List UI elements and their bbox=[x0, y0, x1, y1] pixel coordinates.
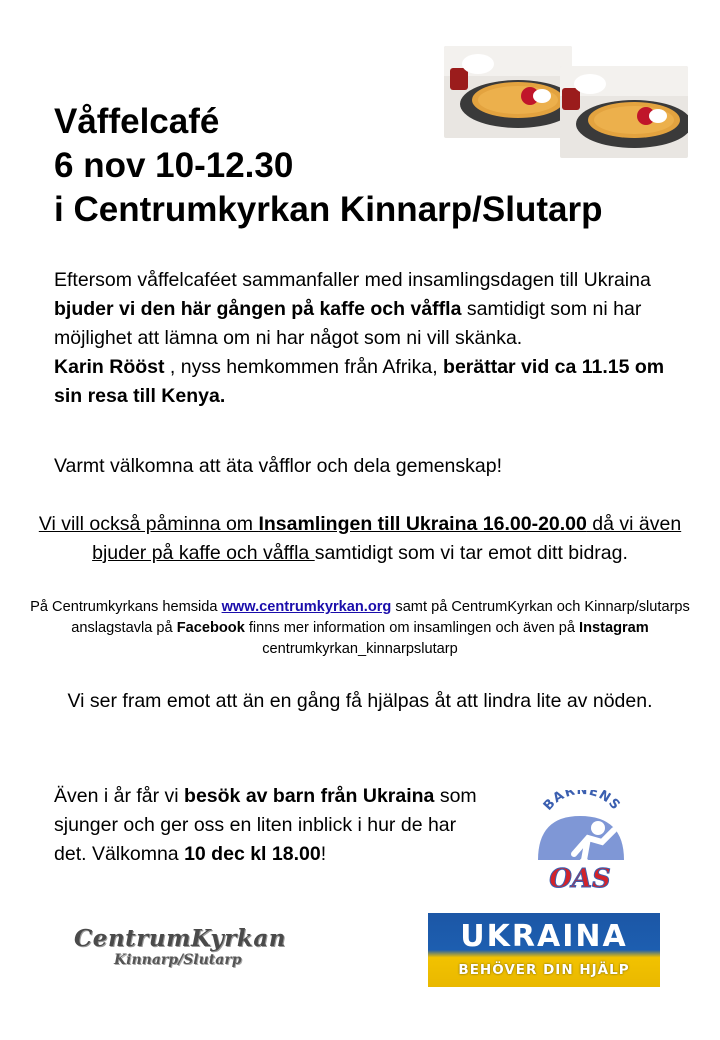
hope-paragraph: Vi ser fram emot att än en gång få hjälpas åt att lindra lite av nöden. bbox=[67, 690, 653, 712]
info-text-1: På Centrumkyrkans hemsida bbox=[30, 599, 222, 615]
centrumkyrkan-logo-sub: Kinnarp/Slutarp bbox=[114, 952, 242, 968]
barnens-oas-logo bbox=[528, 790, 634, 894]
event-title bbox=[54, 100, 694, 232]
intro-text-3: , nyss hemkommen från Afrika, bbox=[164, 356, 444, 378]
intro-bold-offer: bjuder vi den här gången på kaffe och våffla bbox=[54, 298, 462, 320]
info-text-2: samt på CentrumKyrkan och Kinnarp/slutarps anslagstavla på bbox=[71, 599, 690, 636]
info-paragraph bbox=[20, 597, 700, 660]
visit-paragraph bbox=[54, 782, 494, 869]
intro-text-2: samtidigt som ni har möjlighet att lämna om ni har något som ni vill skänka. bbox=[54, 298, 642, 349]
welcome-line: Varmt välkomna att äta våfflor och dela gemenskap! bbox=[54, 455, 503, 477]
instagram-handle: centrumkyrkan_kinnarpslutarp bbox=[262, 641, 458, 657]
website-link[interactable]: www.centrumkyrkan.org bbox=[221, 599, 392, 615]
reminder-text-3: samtidigt som vi tar emot ditt bidrag. bbox=[314, 542, 628, 564]
visit-text-1: Även i år får vi bbox=[54, 785, 185, 807]
visit-text-3: ! bbox=[320, 843, 327, 865]
instagram-label: Instagram bbox=[579, 620, 649, 636]
title-line-2: 6 nov 10-12.30 bbox=[54, 146, 294, 185]
oas-bottom-text: OAS bbox=[549, 864, 611, 894]
reminder-text-2: då vi även bjuder på kaffe och våffla bbox=[92, 513, 682, 564]
title-line-1: Våffelcafé bbox=[54, 102, 220, 141]
centrumkyrkan-logo bbox=[74, 925, 324, 981]
intro-text-1: Eftersom våffelcaféet sammanfaller med insamlingsdagen till Ukraina bbox=[54, 269, 651, 291]
reminder-text-1: Vi vill också påminna om bbox=[38, 513, 259, 535]
facebook-label: Facebook bbox=[176, 620, 245, 636]
centrumkyrkan-logo-main: CentrumKyrkan bbox=[74, 925, 286, 952]
info-text-3: finns mer information om insamlingen och även på bbox=[244, 620, 580, 636]
oas-top-text: BARNENS bbox=[540, 790, 624, 814]
svg-text:BARNENS bbox=[541, 790, 624, 814]
ukraina-banner-title: UKRAINA bbox=[460, 919, 628, 954]
ukraina-banner-subtitle: BEHÖVER DIN HJÄLP bbox=[458, 962, 630, 978]
visit-bold-children: besök av barn från Ukraina bbox=[184, 785, 435, 807]
speaker-talk: berättar vid ca 11.15 om sin resa till Kenya. bbox=[54, 356, 665, 407]
title-line-3: i Centrumkyrkan Kinnarp/Slutarp bbox=[54, 190, 603, 229]
speaker-name: Karin Rööst bbox=[54, 356, 165, 378]
fundraiser-time: Insamlingen till Ukraina 16.00-20.00 bbox=[258, 513, 587, 535]
intro-paragraph bbox=[54, 266, 694, 411]
visit-text-2: som sjunger och ger oss en liten inblick i hur de har det. Välkomna bbox=[54, 785, 477, 865]
ukraina-banner bbox=[428, 913, 660, 987]
reminder-paragraph bbox=[20, 510, 700, 568]
visit-date: 10 dec kl 18.00 bbox=[184, 843, 321, 865]
